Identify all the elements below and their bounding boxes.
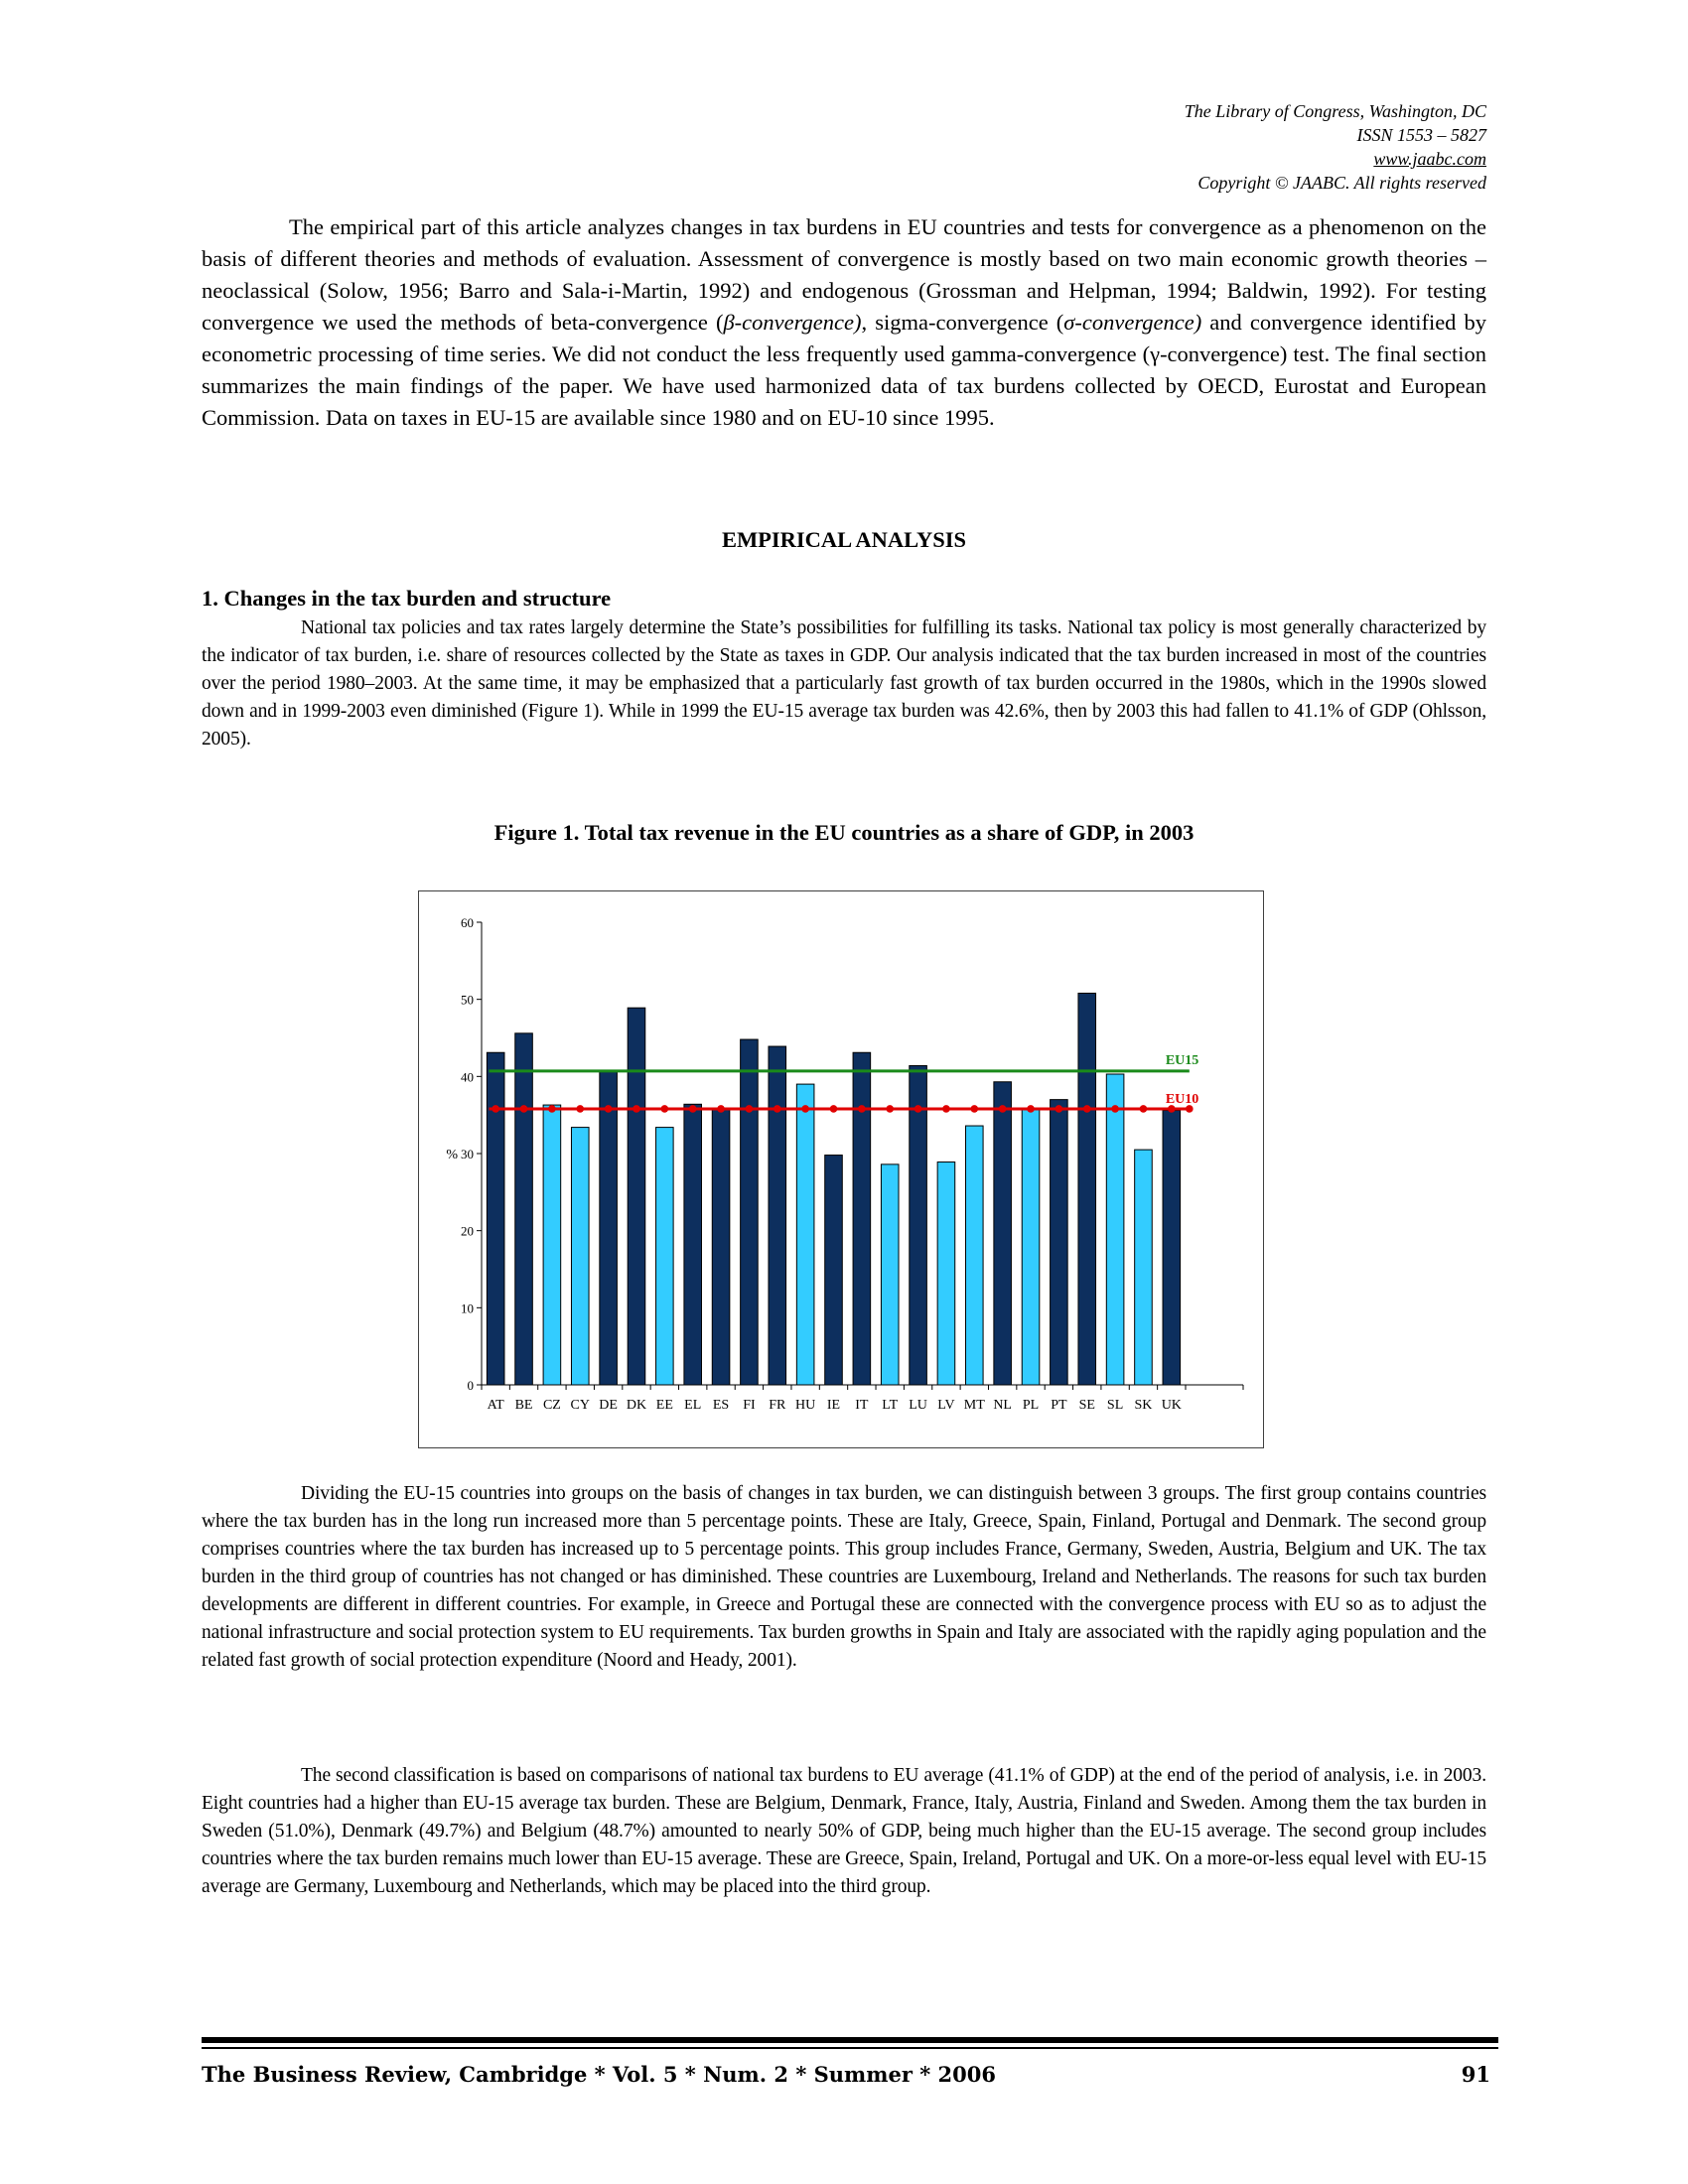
bar-pt xyxy=(1051,1100,1068,1385)
footer-journal: The Business Review, Cambridge * Vol. 5 * Num. 2 * Summer * 2006 xyxy=(202,2062,996,2087)
header-line-library: The Library of Congress, Washington, DC xyxy=(1184,101,1486,121)
marker-eu10 xyxy=(886,1105,894,1113)
figure-caption: Figure 1. Total tax revenue in the EU countries as a share of GDP, in 2003 xyxy=(493,820,1195,845)
footer-rule-thick xyxy=(202,2037,1498,2043)
bar-se xyxy=(1078,993,1096,1385)
marker-eu10 xyxy=(1083,1105,1091,1113)
y-axis-label: % xyxy=(446,1148,458,1162)
page-number: 91 xyxy=(1461,2062,1490,2087)
x-tick-label: DK xyxy=(626,1398,647,1413)
bar-es xyxy=(712,1110,730,1385)
x-tick-label: IT xyxy=(855,1398,869,1413)
x-tick-label: AT xyxy=(487,1398,504,1413)
bar-lv xyxy=(937,1162,955,1385)
x-tick-label: FR xyxy=(769,1398,786,1413)
bar-lt xyxy=(881,1164,899,1385)
x-tick-label: PL xyxy=(1022,1398,1040,1413)
marker-eu10 xyxy=(633,1105,640,1113)
header-line-issn: ISSN 1553 – 5827 xyxy=(1356,125,1486,145)
tax-revenue-chart xyxy=(418,890,1264,1448)
x-tick-label: FI xyxy=(743,1398,756,1413)
y-tick-label: 60 xyxy=(461,915,474,930)
bar-lu xyxy=(910,1065,927,1385)
header-website-link[interactable]: www.jaabc.com xyxy=(1373,149,1486,169)
paragraph-classification: The second classification is based on comparisons of national tax burdens to EU average (41.1% of GDP) at the end of the period of analysis, i.e. in 2003. Eight countries had a higher than EU-15 average tax burden. These are Belgium, Denmark, France, Italy, Austria, Finland and Sweden. Among them the tax burden in Sweden (51.0%), Denmark (49.7%) and Belgium (48.7%) amounted to nearly 50% of GDP, being much higher than the EU-15 average. The second group includes countries where the tax burden remains much lower than EU-15 average. These are Greece, Spain, Ireland, Portugal and UK. On a more-or-less equal level with EU-15 average are Germany, Luxembourg and Netherlands, which may be placed into the third group. xyxy=(202,1765,1486,1897)
x-tick-label: LU xyxy=(909,1398,927,1413)
marker-eu10 xyxy=(746,1105,754,1113)
bar-fr xyxy=(769,1046,786,1385)
sigma-convergence-term: σ-convergence) xyxy=(1063,310,1202,335)
x-tick-label: NL xyxy=(993,1398,1012,1413)
marker-eu10 xyxy=(1111,1105,1119,1113)
bar-at xyxy=(487,1052,504,1385)
x-tick-label: LV xyxy=(937,1398,955,1413)
bar-pl xyxy=(1022,1110,1040,1385)
x-tick-label: SK xyxy=(1134,1398,1153,1413)
marker-eu10 xyxy=(1027,1105,1035,1113)
header-line-copyright: Copyright © JAABC. All rights reserved xyxy=(1197,173,1486,193)
footer xyxy=(202,2062,1498,2087)
x-tick-label: MT xyxy=(963,1398,985,1413)
marker-eu10 xyxy=(717,1105,725,1113)
x-tick-label: LT xyxy=(882,1398,899,1413)
marker-eu10 xyxy=(774,1105,781,1113)
subsection-title: 1. Changes in the tax burden and structure xyxy=(202,586,612,611)
x-tick-label: HU xyxy=(795,1398,816,1413)
marker-eu10 xyxy=(661,1105,669,1113)
x-tick-label: SL xyxy=(1106,1398,1124,1413)
marker-eu10 xyxy=(548,1105,556,1113)
x-tick-label: CZ xyxy=(542,1398,561,1413)
beta-convergence-term: β-convergence) xyxy=(723,310,862,335)
bar-sl xyxy=(1106,1074,1124,1385)
x-tick-label: SE xyxy=(1078,1398,1095,1413)
reference-label-eu10: EU10 xyxy=(1165,1091,1199,1107)
bar-hu xyxy=(796,1084,814,1385)
bar-ee xyxy=(656,1128,674,1385)
x-tick-label: EL xyxy=(684,1398,702,1413)
bar-sk xyxy=(1135,1150,1153,1385)
bar-ie xyxy=(825,1156,843,1385)
y-tick-label: 40 xyxy=(461,1069,474,1085)
bar-nl xyxy=(994,1082,1012,1385)
bar-dk xyxy=(628,1008,645,1385)
journal-header xyxy=(1185,99,1486,195)
bar-el xyxy=(684,1104,702,1385)
marker-eu10 xyxy=(830,1105,838,1113)
paragraph-tax-burden: National tax policies and tax rates largely determine the State’s possibilities for fulfilling its tasks. National tax policy is most generally characterized by the indicator of tax burden, i.e. share of resources collected by the State as taxes in GDP. Our analysis indicated that the tax burden increased in most of the countries over the period 1980–2003. At the same time, it may be emphasized that a particularly fast growth of tax burden occurred in the 1980s, which in the 1990s slowed down and in 1999-2003 even diminished (Figure 1). While in 1999 the EU-15 average tax burden was 42.6%, then by 2003 this had fallen to 41.1% of GDP (Ohlsson, 2005). xyxy=(202,617,1486,750)
marker-eu10 xyxy=(858,1105,866,1113)
bar-cy xyxy=(571,1128,589,1385)
y-tick-label: 30 xyxy=(461,1147,474,1161)
marker-eu10 xyxy=(999,1105,1007,1113)
marker-eu10 xyxy=(971,1105,979,1113)
marker-eu10 xyxy=(1140,1105,1148,1113)
marker-eu10 xyxy=(492,1105,499,1113)
reference-label-eu15: EU15 xyxy=(1165,1052,1199,1068)
x-tick-label: CY xyxy=(570,1398,590,1413)
x-tick-label: UK xyxy=(1161,1398,1182,1413)
x-tick-label: PT xyxy=(1051,1398,1067,1413)
y-tick-label: 0 xyxy=(467,1378,474,1393)
x-tick-label: IE xyxy=(826,1398,841,1413)
x-tick-label: ES xyxy=(712,1398,730,1413)
chart-svg xyxy=(419,891,1263,1447)
marker-eu10 xyxy=(605,1105,613,1113)
footer-rule-thin xyxy=(202,2047,1498,2049)
marker-eu10 xyxy=(576,1105,584,1113)
y-tick-label: 20 xyxy=(461,1223,474,1239)
x-tick-label: BE xyxy=(514,1398,533,1413)
marker-eu10 xyxy=(914,1105,922,1113)
bar-mt xyxy=(966,1126,984,1385)
marker-eu10 xyxy=(1055,1105,1063,1113)
section-title: EMPIRICAL ANALYSIS xyxy=(721,527,967,552)
y-tick-label: 10 xyxy=(461,1300,474,1316)
bar-de xyxy=(600,1072,618,1385)
bar-uk xyxy=(1163,1111,1181,1385)
marker-eu10 xyxy=(942,1105,950,1113)
marker-eu10 xyxy=(801,1105,809,1113)
x-tick-label: DE xyxy=(599,1398,618,1413)
marker-eu10 xyxy=(689,1105,697,1113)
bar-it xyxy=(853,1052,871,1385)
bar-fi xyxy=(741,1039,759,1385)
x-tick-label: EE xyxy=(655,1398,673,1413)
bar-be xyxy=(515,1033,533,1385)
marker-eu10 xyxy=(520,1105,528,1113)
y-tick-label: 50 xyxy=(461,992,474,1008)
intro-paragraph: The empirical part of this article analyzes changes in tax burdens in EU countries and tests for convergence as a phenomenon on the basis of different theories and methods of evaluation. Assessment of convergence is mostly based on two main economic growth theories – neoclassical (Solow, 1956; Barro and Sala-i-Martin, 1992) and endogenous (Grossman and Helpman, 1994; Baldwin, 1992). For testing convergence we used the methods of beta-convergence (β-convergence), sigma-convergence (σ-convergence) and convergence identified by econometric processing of time series. We did not conduct the less frequently used gamma-convergence (γ-convergence) test. The final section summarizes the main findings of the paper. We have used harmonized data of tax burdens collected by OECD, Eurostat and European Commission. Data on taxes in EU-15 are available since 1980 and on EU-10 since 1995. xyxy=(202,214,1487,430)
paragraph-groups: Dividing the EU-15 countries into groups on the basis of changes in tax burden, we can distinguish between 3 groups. The first group contains countries where the tax burden has in the long run increased more than 5 percentage points. These are Italy, Greece, Spain, Finland, Portugal and Denmark. The second group comprises countries where the tax burden has increased up to 5 percentage points. This group includes France, Germany, Sweden, Austria, Belgium and UK. The tax burden in the third group of countries has not changed or has diminished. These countries are Luxembourg, Ireland and Netherlands. The reasons for such tax burden developments are different in different countries. For example, in Greece and Portugal these are connected with the convergence process with EU so as to adjust the national infrastructure and social protection system to EU requirements. Tax burden growths in Spain and Italy are associated with the rapidly aging population and the related fast growth of social protection expenditure (Noord and Heady, 2001). xyxy=(202,1483,1486,1671)
bar-cz xyxy=(543,1105,561,1385)
